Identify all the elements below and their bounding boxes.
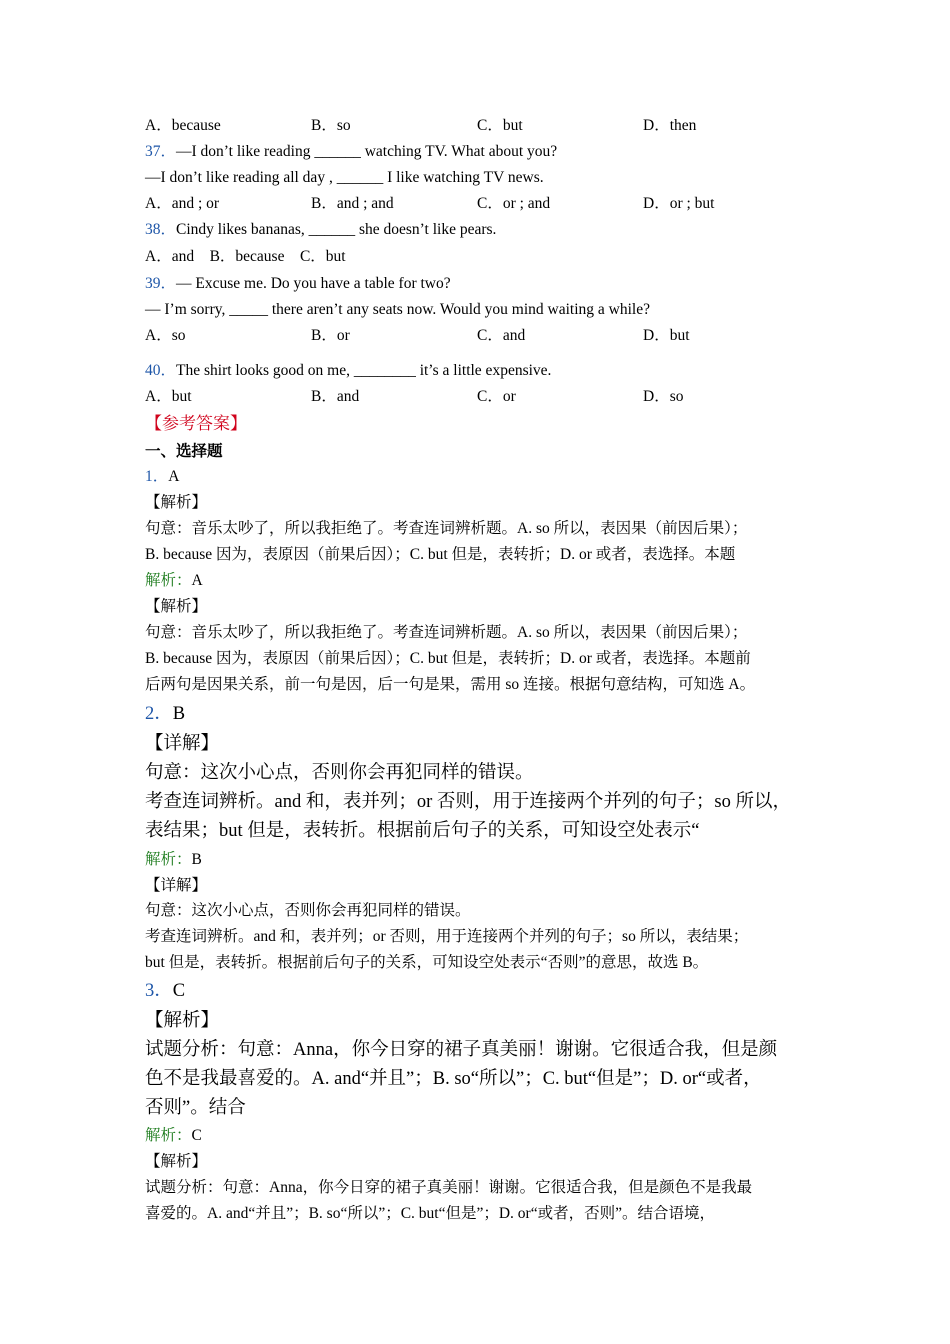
answer-key-heading: 【参考答案】 [145, 414, 247, 433]
answer-1-tag: 【解析】 [145, 494, 208, 511]
answer-1-line: 句意：音乐太吵了，所以我拒绝了。考查连词辨析题。A. so 所以，表因果（前因后果）； [145, 624, 748, 641]
answer-1-line: B. because 因为，表原因（前果后因）；C. but 但是，表转折；D. or 或者，表选择。本题前 [145, 650, 751, 667]
analysis-answer: B [191, 851, 202, 868]
question-number: 38． [145, 221, 177, 238]
analysis-answer: C [191, 1127, 202, 1144]
option-c: C．but [477, 117, 523, 134]
question-text: The shirt looks good on me, ________ it’s a little expensive. [176, 362, 552, 379]
q36-options [145, 116, 809, 136]
answer-value: A [168, 468, 180, 485]
option-a: A．but [145, 388, 192, 405]
analysis-label: 解析： [145, 572, 192, 589]
option-b: B．or [311, 327, 350, 344]
answer-2-tag: 【详解】 [145, 877, 208, 894]
answer-2-line: 考查连词辨析。and 和，表并列；or 否则，用于连接两个并列的句子；so 所以，表结果； [145, 928, 749, 945]
answer-3-tag: 【解析】 [145, 1153, 208, 1170]
answer-1-line: 句意：音乐太吵了，所以我拒绝了。考查连词辨析题。A. so 所以，表因果（前因后果）； [145, 520, 748, 537]
q39-line2: — I’m sorry, _____ there aren’t any seats now. Would you mind waiting a while? [145, 301, 650, 318]
answer-2-line: 句意：这次小心点，否则你会再犯同样的错误。 [145, 902, 471, 919]
section-heading: 一、选择题 [145, 443, 223, 460]
analysis-answer: A [191, 572, 203, 589]
q38-options: A．and B．because C．but [145, 248, 346, 265]
answer-2-line: 句意：这次小心点，否则你会再犯同样的错误。 [145, 763, 534, 783]
question-text: Cindy likes bananas, ______ she doesn’t like pears. [176, 221, 497, 238]
q40-options [145, 387, 809, 407]
question-number: 40． [145, 362, 177, 379]
answer-3-line: 否则”。结合 [145, 1098, 246, 1118]
answer-1-label [145, 571, 203, 591]
option-c: C．or ; and [477, 195, 551, 212]
answer-2-heading [145, 702, 185, 726]
option-a: A．because [145, 117, 221, 134]
answer-value: B [172, 704, 186, 724]
question-number: 39． [145, 275, 177, 292]
question-text: — Excuse me. Do you have a table for two? [176, 275, 451, 292]
option-a: A．and ; or [145, 195, 220, 212]
option-d: D．so [643, 388, 684, 405]
answer-1-line: 后两句是因果关系，前一句是因，后一句是果，需用 so 连接。根据句意结构，可知选 A。 [145, 676, 756, 693]
option-b: B．and ; and [311, 195, 394, 212]
answer-1-tag: 【解析】 [145, 598, 208, 615]
answer-number: 3． [145, 981, 173, 1001]
analysis-label: 解析： [145, 851, 192, 868]
q39-options [145, 326, 809, 346]
answer-3-line: 喜爱的。A. and“并且”；B. so“所以”；C. but“但是”；D. or“或者，否则”。结合语境， [145, 1205, 715, 1222]
answer-2-label [145, 850, 202, 870]
answer-2-line: but 但是，表转折。根据前后句子的关系，可知设空处表示“否则”的意思，故选 B。 [145, 954, 709, 971]
answer-3-line: 试题分析：句意：Anna，你今日穿的裙子真美丽！谢谢。它很适合我，但是颜色不是我最 [145, 1179, 753, 1196]
option-c: C．or [477, 388, 516, 405]
option-b: B．and [311, 388, 360, 405]
answer-value: C [172, 981, 186, 1001]
answer-3-tag: 【解析】 [145, 1011, 220, 1031]
answer-number: 1． [145, 468, 169, 485]
answer-2-line: 考查连词辨析。and 和，表并列；or 否则，用于连接两个并列的句子；so 所以， [145, 792, 791, 812]
q37-stem [145, 142, 557, 162]
answer-3-heading [145, 979, 185, 1003]
answer-3-line: 试题分析：句意：Anna，你今日穿的裙子真美丽！谢谢。它很适合我，但是颜 [145, 1040, 778, 1060]
answer-2-tag: 【详解】 [145, 734, 220, 754]
option-d: D．then [643, 117, 697, 134]
question-text: —I don’t like reading ______ watching TV. What about you? [176, 143, 558, 160]
answer-1-line: B. because 因为，表原因（前果后因）；C. but 但是，表转折；D. or 或者，表选择。本题 [145, 546, 736, 563]
option-c: C．and [477, 327, 526, 344]
question-number: 37． [145, 143, 177, 160]
q37-line2: —I don’t like reading all day , ______ I like watching TV news. [145, 169, 544, 186]
answer-1-heading [145, 467, 179, 487]
option-b: B．so [311, 117, 351, 134]
q39-stem [145, 274, 451, 294]
analysis-label: 解析： [145, 1127, 192, 1144]
option-a: A．so [145, 327, 186, 344]
option-d: D．or ; but [643, 195, 715, 212]
answer-3-label [145, 1126, 202, 1146]
answer-3-line: 色不是我最喜爱的。A. and“并且”；B. so“所以”；C. but“但是”；D. or“或者， [145, 1069, 762, 1089]
q37-options [145, 194, 809, 214]
option-d: D．but [643, 327, 690, 344]
answer-2-line: 表结果；but 但是，表转折。根据前后句子的关系，可知设空处表示“ [145, 821, 700, 841]
answer-number: 2． [145, 704, 173, 724]
q40-stem [145, 361, 551, 381]
q38-stem [145, 220, 496, 240]
